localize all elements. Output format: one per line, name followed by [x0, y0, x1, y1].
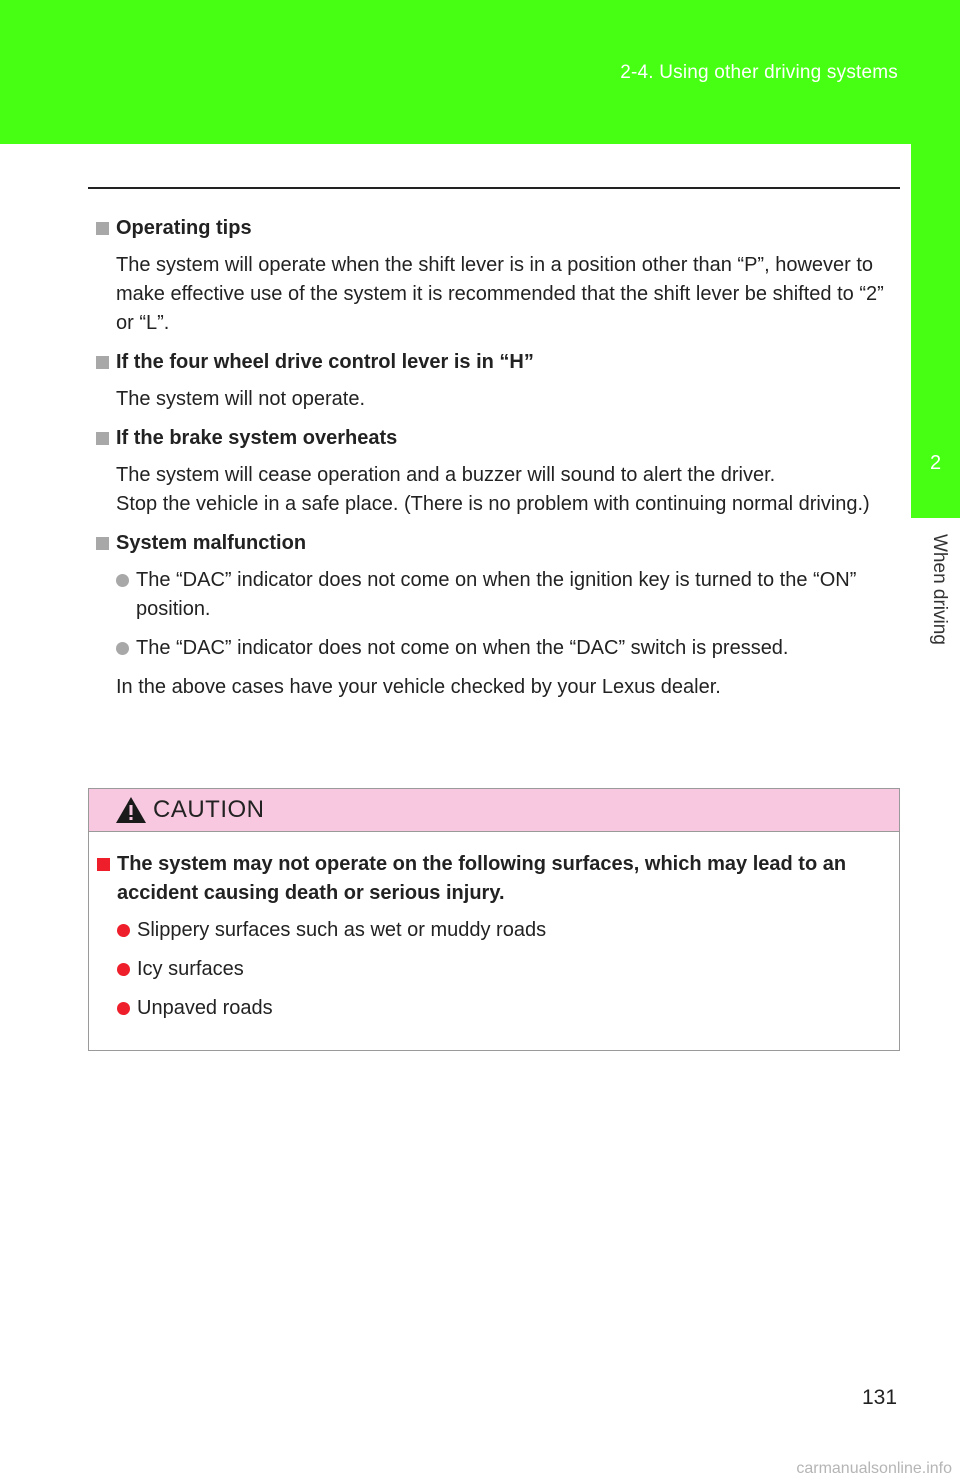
section-text: The system will operate when the shift lever is in a position other than “P”, however to make effective use of the system it is recommended that the shift lever be shifted to “2” or “L”.: [116, 254, 884, 334]
list-item: [116, 566, 894, 624]
square-marker-icon: [96, 432, 109, 445]
section-operating-tips: [96, 214, 894, 338]
bullet-dot-icon: [117, 963, 130, 976]
section-heading: If the four wheel drive control lever is in “H”: [116, 351, 534, 373]
main-content: [96, 214, 894, 712]
section-four-wheel-drive: [96, 348, 894, 414]
list-item: [116, 634, 894, 663]
section-title: 2-4. Using other driving systems: [620, 62, 898, 83]
watermark: carmanualsonline.info: [796, 1460, 952, 1477]
section-text: The system will cease operation and a buzzer will sound to alert the driver.: [116, 464, 776, 486]
chapter-number: 2: [929, 452, 942, 474]
bullet-dot-icon: [117, 924, 130, 937]
list-item-text: Slippery surfaces such as wet or muddy roads: [137, 919, 547, 941]
header-rule: [88, 187, 900, 189]
list-item-text: The “DAC” indicator does not come on when the ignition key is turned to the “ON” position.: [136, 569, 857, 620]
list-item-text: Icy surfaces: [137, 958, 244, 980]
bullet-dot-icon: [116, 642, 129, 655]
section-heading: System malfunction: [116, 532, 307, 554]
list-item-text: Unpaved roads: [137, 997, 273, 1019]
page-header: [0, 0, 960, 144]
bullet-dot-icon: [117, 1002, 130, 1015]
section-brake-overheat: [96, 424, 894, 519]
square-marker-icon: [96, 356, 109, 369]
square-marker-icon: [96, 222, 109, 235]
caution-body: [89, 832, 899, 1023]
chapter-label: When driving: [929, 534, 950, 645]
list-item: [117, 955, 887, 984]
section-text: In the above cases have your vehicle checked by your Lexus dealer.: [116, 676, 721, 698]
caution-heading: The system may not operate on the following surfaces, which may lead to an accident causing death or serious injury.: [117, 853, 847, 904]
caution-label: CAUTION: [153, 796, 265, 823]
square-marker-icon: [96, 537, 109, 550]
square-marker-icon: [97, 858, 110, 871]
warning-triangle-icon: [114, 795, 148, 825]
section-heading: Operating tips: [116, 217, 252, 239]
section-text-2: Stop the vehicle in a safe place. (There is no problem with continuing normal driving.): [116, 493, 870, 515]
section-system-malfunction: [96, 529, 894, 702]
page-number: 131: [862, 1386, 898, 1409]
section-text: The system will not operate.: [116, 388, 365, 410]
caution-box: [88, 788, 900, 1051]
caution-header: [89, 789, 899, 832]
list-item-text: The “DAC” indicator does not come on when the “DAC” switch is pressed.: [136, 637, 789, 659]
chapter-tab: [911, 144, 960, 518]
bullet-dot-icon: [116, 574, 129, 587]
list-item: [117, 916, 887, 945]
list-item: [117, 994, 887, 1023]
section-heading: If the brake system overheats: [116, 427, 398, 449]
